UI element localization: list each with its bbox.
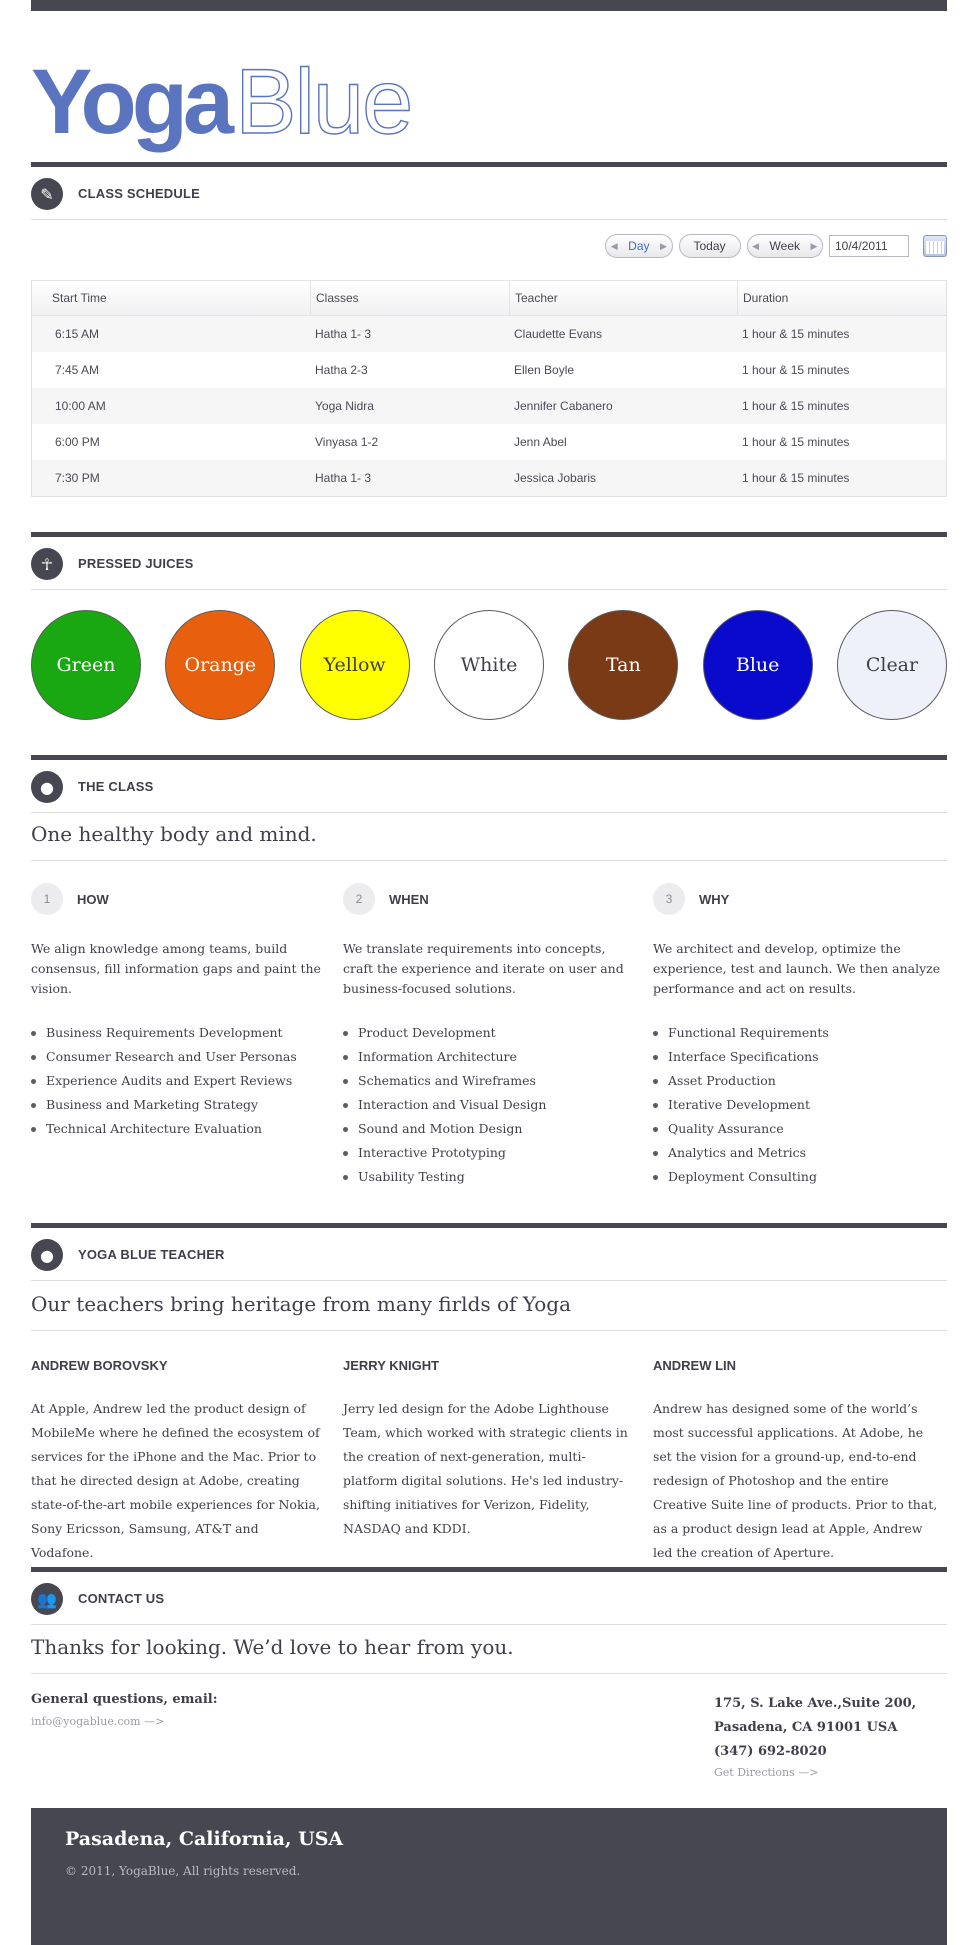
section-teachers [31, 1223, 947, 1281]
list-item: Consumer Research and User Personas [31, 1045, 321, 1069]
top-bar [31, 0, 947, 11]
table-body [32, 316, 946, 496]
schedule-toolbar [605, 234, 947, 258]
teacher-card [343, 1358, 635, 1541]
table-header [32, 281, 946, 316]
column-description: We align knowledge among teams, build consensus, fill information gaps and paint the vision. [31, 941, 321, 996]
section-contact [31, 1567, 947, 1625]
pencil-icon: ✎ [31, 178, 63, 210]
cell-class: Yoga Nidra [315, 399, 374, 413]
column-head [653, 883, 943, 915]
phone-number: (347) 692-8020 [714, 1744, 827, 1759]
cell-teacher: Ellen Boyle [514, 363, 575, 377]
cell-class: Hatha 1- 3 [315, 327, 372, 341]
list-item: Information Architecture [343, 1045, 633, 1069]
next-week-icon[interactable]: ▶ [810, 240, 818, 251]
contact-email-block [31, 1692, 218, 1728]
teacher-name: ANDREW LIN [653, 1358, 737, 1373]
date-input[interactable]: 10/4/2011 [829, 235, 909, 257]
day-nav [605, 234, 672, 258]
section-title: PRESSED JUICES [78, 556, 194, 571]
cell-class: Hatha 2-3 [315, 363, 368, 377]
cell-start-time: 10:00 AM [55, 399, 106, 413]
footer-title: Pasadena, California, USA [65, 1828, 344, 1850]
teacher-card [653, 1358, 945, 1565]
logo[interactable] [31, 38, 412, 153]
cell-class: Vinyasa 1-2 [315, 435, 379, 449]
logo-yoga: Yoga [31, 51, 230, 153]
teacher-name: ANDREW BOROVSKY [31, 1358, 168, 1373]
table-row[interactable] [32, 316, 946, 352]
list-item: Deployment Consulting [653, 1165, 943, 1189]
list-item: Interaction and Visual Design [343, 1093, 633, 1117]
list-item: Product Development [343, 1021, 633, 1045]
juice-tan[interactable]: Tan [568, 610, 678, 720]
column-title: WHY [699, 891, 730, 907]
column-why [653, 883, 943, 1189]
list-item: Quality Assurance [653, 1117, 943, 1141]
column-description: We architect and develop, optimize the experience, test and launch. We then analyze performance and act on results. [653, 941, 941, 996]
step-number: 3 [653, 883, 685, 915]
list-item: Functional Requirements [653, 1021, 943, 1045]
juice-blue[interactable]: Blue [703, 610, 813, 720]
address-line-1: 175, S. Lake Ave.,Suite 200, [714, 1696, 917, 1711]
list-item: Analytics and Metrics [653, 1141, 943, 1165]
today-button[interactable]: Today [679, 234, 741, 258]
footer-copyright: © 2011, YogaBlue, All rights reserved. [65, 1864, 301, 1878]
list-item: Usability Testing [343, 1165, 633, 1189]
teachers-headline: Our teachers bring heritage from many firlds of Yoga [31, 1292, 947, 1331]
column-header[interactable]: Classes [311, 281, 510, 315]
lightbulb-icon: ● [31, 1239, 63, 1271]
cell-duration: 1 hour & 15 minutes [742, 435, 850, 449]
column-header[interactable]: Teacher [510, 281, 738, 315]
column-head [31, 883, 321, 915]
contact-address-block [714, 1692, 916, 1779]
cell-duration: 1 hour & 15 minutes [742, 363, 850, 377]
logo-blue: Blue [235, 51, 412, 153]
column-title: WHEN [389, 891, 429, 907]
list-item: Business Requirements Development [31, 1021, 321, 1045]
cell-teacher: Jenn Abel [514, 435, 567, 449]
cell-teacher: Jessica Jobaris [514, 471, 597, 485]
prev-day-icon[interactable]: ◀ [610, 240, 618, 251]
teacher-bio: Jerry led design for the Adobe Lighthouse Team, which worked with strategic clients in the creation of next-generation, multi-platform digital solutions. He's led industry-shifting initiatives for Verizon, Fidelity, NASDAQ and KDDI. [343, 1401, 628, 1536]
list-item: Asset Production [653, 1069, 943, 1093]
bullet-list [343, 1021, 633, 1189]
step-number: 2 [343, 883, 375, 915]
table-row[interactable] [32, 424, 946, 460]
list-item: Iterative Development [653, 1093, 943, 1117]
cell-duration: 1 hour & 15 minutes [742, 327, 850, 341]
list-item: Sound and Motion Design [343, 1117, 633, 1141]
address-line-2: Pasadena, CA 91001 USA [714, 1720, 898, 1735]
list-item: Schematics and Wireframes [343, 1069, 633, 1093]
get-directions-link[interactable]: Get Directions —> [714, 1766, 819, 1779]
week-nav [747, 234, 823, 258]
prev-week-icon[interactable]: ◀ [752, 240, 759, 251]
juice-list [31, 610, 947, 720]
general-questions-label: General questions, email: [31, 1692, 218, 1707]
juice-orange[interactable]: Orange [165, 610, 275, 720]
schedule-table [31, 280, 947, 497]
column-title: HOW [77, 891, 109, 907]
section-title: CONTACT US [78, 1591, 165, 1606]
table-row[interactable] [32, 460, 946, 496]
list-item: Business and Marketing Strategy [31, 1093, 321, 1117]
cell-start-time: 7:45 AM [55, 363, 100, 377]
cell-teacher: Jennifer Cabanero [514, 399, 613, 413]
column-header[interactable]: Duration [743, 291, 789, 305]
juice-green[interactable]: Green [31, 610, 141, 720]
cell-start-time: 6:00 PM [55, 435, 100, 449]
day-button[interactable]: Day [628, 239, 650, 253]
table-row[interactable] [32, 352, 946, 388]
calendar-icon[interactable] [923, 235, 947, 257]
table-row[interactable] [32, 388, 946, 424]
list-item: Interactive Prototyping [343, 1141, 633, 1165]
week-button[interactable]: Week [769, 239, 800, 253]
cell-teacher: Claudette Evans [514, 327, 603, 341]
contact-headline: Thanks for looking. We’d love to hear from you. [31, 1635, 947, 1674]
cell-duration: 1 hour & 15 minutes [742, 471, 850, 485]
section-title: YOGA BLUE TEACHER [78, 1247, 225, 1262]
lightbulb-icon: ● [31, 771, 63, 803]
cell-start-time: 7:30 PM [55, 471, 100, 485]
bullet-list [653, 1021, 943, 1189]
section-the-class [31, 755, 947, 813]
column-description: We translate requirements into concepts, craft the experience and iterate on user and business-focused solutions. [343, 941, 624, 996]
column-head [343, 883, 633, 915]
teacher-bio: At Apple, Andrew led the product design of MobileMe where he defined the ecosystem of services for the iPhone and the Mac. Prior to that he directed design at Adobe, creating state-of-the-art mobile experiences for Nokia, Sony Ericsson, Samsung, AT&T and Vodafone. [31, 1401, 320, 1560]
bullet-list [31, 1021, 321, 1141]
teacher-bio: Andrew has designed some of the world’s most successful applications. At Adobe, he set the vision for a ground-up, end-to-end redesign of Photoshop and the entire Creative Suite line of products. Prior to that, as a product design lead at Apple, Andrew led the creation of Aperture. [653, 1401, 938, 1560]
email-link[interactable]: info@yogablue.com —> [31, 1715, 165, 1728]
juice-clear[interactable]: Clear [837, 610, 947, 720]
column-header[interactable]: Start Time [32, 281, 311, 315]
list-item: Technical Architecture Evaluation [31, 1117, 321, 1141]
step-number: 1 [31, 883, 63, 915]
section-pressed-juices [31, 532, 947, 590]
cell-class: Hatha 1- 3 [315, 471, 372, 485]
list-item: Experience Audits and Expert Reviews [31, 1069, 321, 1093]
next-day-icon[interactable]: ▶ [660, 240, 667, 251]
juice-white[interactable]: White [434, 610, 544, 720]
column-when [343, 883, 633, 1189]
juice-yellow[interactable]: Yellow [300, 610, 410, 720]
meditation-icon: ☥ [31, 548, 63, 580]
section-title: CLASS SCHEDULE [78, 186, 200, 201]
cell-start-time: 6:15 AM [55, 327, 100, 341]
section-title: THE CLASS [78, 779, 154, 794]
footer [31, 1808, 947, 1945]
people-icon: 👥 [31, 1583, 63, 1615]
column-how [31, 883, 321, 1141]
cell-duration: 1 hour & 15 minutes [742, 399, 850, 413]
list-item: Interface Specifications [653, 1045, 943, 1069]
class-headline: One healthy body and mind. [31, 822, 947, 861]
section-class-schedule [31, 162, 947, 220]
teacher-name: JERRY KNIGHT [343, 1358, 440, 1373]
teacher-card [31, 1358, 323, 1565]
